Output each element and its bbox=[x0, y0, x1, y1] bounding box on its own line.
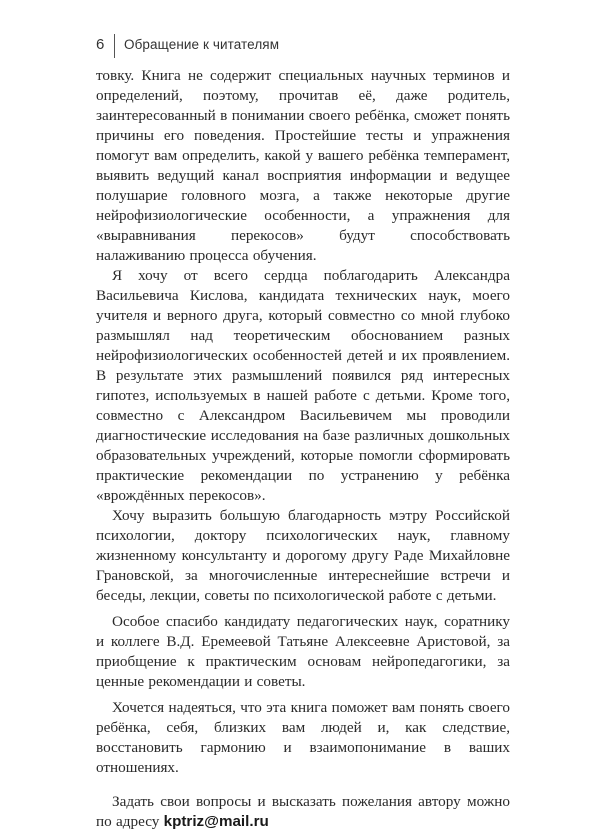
running-title: Обращение к читателям bbox=[124, 37, 280, 52]
header-divider bbox=[114, 34, 115, 58]
paragraph-hope: Хочется надеяться, что эта книга поможет вам понять своего ребёнка, себя, близких вам людей и, как следствие, восстановить гармонию и взаимопонимание в ваших отношениях. bbox=[96, 699, 510, 776]
paragraph-continuation: товку. Книга не содержит специальных научных терминов и определений, поэтому, прочитав её, даже родитель, заинтересованный в понимании своего ребёнка, сможет понять причины его поведения. Простейшие тесты и упражнения помогут вам определить, какой у вашего ребёнка темперамент, выявить ведущий канал восприятия информации и ведущее полушарие головного мозга, а также некоторые другие нейрофизиологические особенности, а упражнения для «выравнивания перекосов» будут способствовать налаживанию процесса обучения. bbox=[96, 67, 510, 264]
page-number: 6 bbox=[96, 36, 105, 53]
body-text bbox=[96, 66, 510, 832]
page-header bbox=[96, 34, 510, 56]
paragraph-acknowledgement-granovskaya: Хочу выразить большую благодарность мэтру Российской психологии, доктору психологических наук, главному жизненному консультанту и дорогому другу Раде Михайловне Грановской, за многочисленные интереснейшие встречи и беседы, лекции, советы по психологической работе с детьми. bbox=[96, 507, 510, 604]
paragraph-contact bbox=[96, 792, 510, 832]
author-email-link[interactable]: kptriz@mail.ru bbox=[163, 813, 269, 830]
paragraph-acknowledgement-aristova: Особое спасибо кандидату педагогических наук, соратнику и коллеге В.Д. Еремеевой Татьяне Алексеевне Аристовой, за приобщение к практическим основам нейропедагогики, за ценные рекомендации и советы. bbox=[96, 613, 510, 690]
contact-text: Задать свои вопросы и высказать пожелания автору можно по адресу bbox=[96, 793, 510, 830]
paragraph-acknowledgement-kislov: Я хочу от всего сердца поблагодарить Александра Васильевича Кислова, кандидата технических наук, моего учителя и верного друга, который совместно со мной глубоко размышлял над теоретическим обоснованием разных нейрофизиологических особенностей детей и их проявлением. В результате этих размышлений появился ряд интересных гипотез, используемых в нашей работе с детьми. Кроме того, совместно с Александром Васильевичем мы проводили диагностические исследования на базе различных дошкольных образовательных учреждений, которые помогли сформировать практические рекомендации по устранению у ребёнка «врождённых перекосов». bbox=[96, 267, 510, 504]
